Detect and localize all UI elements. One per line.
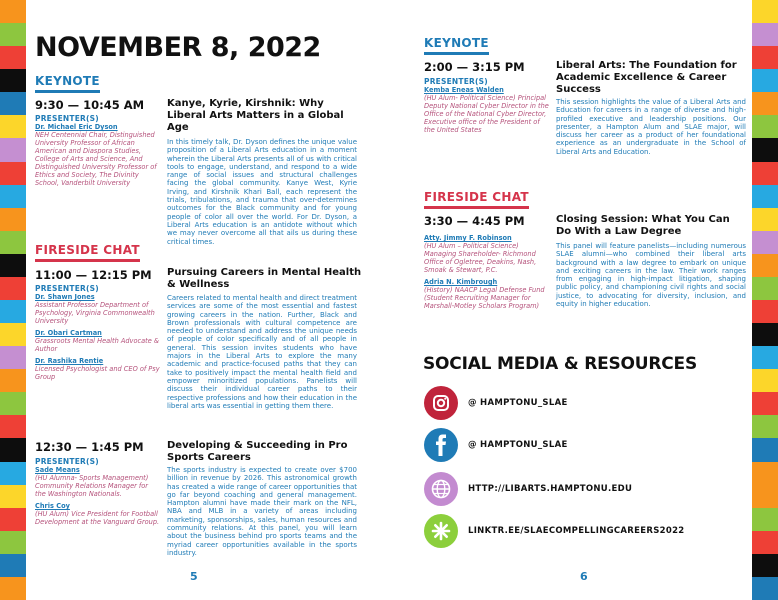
stripe-segment [752, 554, 778, 577]
social-heading: SOCIAL MEDIA & RESOURCES [423, 354, 698, 374]
stripe-segment [0, 346, 26, 369]
stripe-segment [0, 485, 26, 508]
stripe-segment [752, 254, 778, 277]
section-fireside-right: FIRESIDE CHAT [424, 190, 529, 209]
session-title: Kanye, Kyrie, Kirshnik: Why Liberal Arts Matters in a Global Age [167, 98, 344, 133]
social-label[interactable]: @ HAMPTONU_SLAE [468, 398, 568, 408]
stripe-segment [752, 231, 778, 254]
stripe-segment [752, 577, 778, 600]
stripe-segment [0, 254, 26, 277]
stripe-segment [0, 392, 26, 415]
stripe-segment [752, 300, 778, 323]
presenters-block: PRESENTER(S) Sade Means (HU Alumna- Sports Management) Community Relations Manager for the Washington Nationals. Chris Coy (HU Alum) Vice President for Football Development at the Vanguard Group. [35, 457, 160, 526]
presenter-role: (HU Alumna- Sports Management) Community Relations Manager for the Washington Nationals. [35, 474, 149, 498]
stripe-segment [0, 462, 26, 485]
stripe-segment [0, 0, 26, 23]
presenter-name[interactable]: Dr. Obari Cartman [35, 329, 102, 337]
presenter-role: Assistant Professor Department of Psychology, Virginia Commonwealth University [35, 301, 155, 325]
presenters-block: PRESENTER(S) Dr. Shawn Jones Assistant Professor Department of Psychology, Virginia Commonwealth University Dr. Obari Cartman Grassroots Mental Health Advocate & Author Dr. Rashika Rentie Licensed Psychologist and CEO of Psy Group [35, 284, 160, 381]
stripe-segment [0, 208, 26, 231]
presenter-name[interactable]: Dr. Shawn Jones [35, 293, 95, 301]
stripe-segment [752, 438, 778, 461]
stripe-segment [752, 69, 778, 92]
right-color-stripe [752, 0, 778, 600]
page-number-right: 6 [580, 570, 588, 583]
session-description: In this timely talk, Dr. Dyson defines the unique value proposition of a Liberal Arts education in a moment wherein the Liberal Arts presents all of us with critical tools to engage, understand, and respond to a wide range of social issues and structural challenges facing the global community. Kanye West, Kyrie Irving, and Kirshnik Khari Ball, each represent the trials, tribulations, and trauma that over-determines outcomes for the Black community and for young people of color all over the world. For Dr. Dyson, a Liberal Arts education is an antidote without which we may never overcome all that ails us during these critical times. [167, 138, 357, 246]
stripe-segment [0, 415, 26, 438]
stripe-segment [752, 115, 778, 138]
stripe-segment [752, 46, 778, 69]
presenter-role: NEH Centennial Chair, Distinguished University Professor of African American and Diaspora Studies, College of Arts and Science, And Distinguished University Professor of Ethics and Society, The Divinity School, Vanderbilt University [35, 131, 157, 187]
social-label[interactable]: LINKTR.EE/SLAECOMPELLINGCAREERS2022 [468, 526, 685, 536]
stripe-segment [0, 300, 26, 323]
stripe-segment [0, 92, 26, 115]
social-row-facebook[interactable] [424, 428, 568, 462]
session-title: Developing & Succeeding in Pro Sports Careers [167, 440, 348, 463]
session-time: 11:00 — 12:15 PM [35, 268, 152, 282]
stripe-segment [752, 0, 778, 23]
stripe-segment [752, 23, 778, 46]
session-time: 12:30 — 1:45 PM [35, 440, 144, 454]
stripe-segment [752, 485, 778, 508]
stripe-segment [0, 323, 26, 346]
stripe-segment [752, 508, 778, 531]
stripe-segment [752, 346, 778, 369]
stripe-segment [752, 138, 778, 161]
section-keynote-left: KEYNOTE [35, 74, 100, 93]
instagram-icon[interactable] [424, 386, 458, 420]
presenter-role: Licensed Psychologist and CEO of Psy Group [35, 365, 160, 381]
session-description: This panel will feature panelists—including numerous SLAE alumni—who combined their liberal arts background with a law degree to embark on unique and exciting careers in the law. Their work ranges from engaging in high-impact litigation, shaping public policy, and championing civil rights and social justice, to advocating for diversity, inclusion, and equity in higher education. [556, 242, 746, 309]
section-fireside-left: FIRESIDE CHAT [35, 243, 140, 262]
social-row-instagram[interactable] [424, 386, 568, 420]
session-title: Liberal Arts: The Foundation for Academic Excellence & Career Success [556, 60, 737, 95]
presenter-name[interactable]: Kemba Eneas Walden [424, 86, 504, 94]
stripe-segment [752, 185, 778, 208]
presenter-name[interactable]: Chris Coy [35, 502, 70, 510]
stripe-segment [0, 138, 26, 161]
stripe-segment [752, 462, 778, 485]
social-label[interactable]: HTTP://LIBARTS.HAMPTONU.EDU [468, 484, 633, 494]
session-description: Careers related to mental health and direct treatment services are some of the most essential and fastest growing careers in the nation. Further, Black and Brown professionals with cultural competence are needed to understand and address the unique needs of people of color specifically and of all people in general. This session invites students who have majors in the Liberal Arts to explore the many academic and practice-focused paths that they can take to positively impact the mental health field and empower minoritized populations. Panelists will discuss their individual career paths to their respective professions and how their education in the liberal arts was essential in getting them there. [167, 294, 357, 410]
stripe-segment [0, 23, 26, 46]
presenters-block: PRESENTER(S) Dr. Michael Eric Dyson NEH Centennial Chair, Distinguished University Professor of African American and Diaspora Studies, College of Arts and Science, And Distinguished University Professor of Ethics and Society, The Divinity School, Vanderbilt University [35, 115, 160, 187]
stripe-segment [0, 438, 26, 461]
stripe-segment [0, 277, 26, 300]
presenters-block [424, 234, 549, 310]
presenter-role: Grassroots Mental Health Advocate & Author [35, 337, 160, 353]
presenter-role: (HU Alum) Vice President for Football Development at the Vanguard Group. [35, 510, 160, 526]
social-row-linktree[interactable] [424, 514, 685, 548]
session-title: Closing Session: What You Can Do With a Law Degree [556, 214, 730, 237]
social-label[interactable]: @ HAMPTONU_SLAE [468, 440, 568, 450]
stripe-segment [0, 508, 26, 531]
session-time: 9:30 — 10:45 AM [35, 98, 145, 112]
facebook-icon[interactable] [424, 428, 458, 462]
left-color-stripe [0, 0, 26, 600]
presenter-name[interactable]: Dr. Michael Eric Dyson [35, 123, 118, 131]
social-row-website[interactable] [424, 472, 632, 506]
presenter-name[interactable]: Atty. Jimmy F. Robinson [424, 234, 512, 242]
stripe-segment [752, 392, 778, 415]
stripe-segment [0, 69, 26, 92]
stripe-segment [752, 162, 778, 185]
session-time: 3:30 — 4:45 PM [424, 214, 525, 228]
stripe-segment [0, 369, 26, 392]
stripe-segment [0, 231, 26, 254]
presenter-role: (HU Alum- Political Science) Principal Deputy National Cyber Director in the Office of the National Cyber Director, Executive office of the President of the United States [424, 94, 549, 134]
presenter-name[interactable]: Dr. Rashika Rentie [35, 357, 104, 365]
stripe-segment [752, 323, 778, 346]
presenters-block: PRESENTER(S) Kemba Eneas Walden (HU Alum- Political Science) Principal Deputy National Cyber Director in the Office of the National Cyber Director, Executive office of the President of the United States [424, 77, 549, 134]
session-time: 2:00 — 3:15 PM [424, 60, 525, 74]
stripe-segment [752, 277, 778, 300]
stripe-segment [0, 46, 26, 69]
stripe-segment [752, 415, 778, 438]
stripe-segment [0, 185, 26, 208]
stripe-segment [0, 531, 26, 554]
page-number-left: 5 [190, 570, 198, 583]
globe-icon[interactable] [424, 472, 458, 506]
stripe-segment [0, 554, 26, 577]
session-description: This session highlights the value of a Liberal Arts and Education for careers in a range of diverse and high-profiled executive and leadership positions. Our presenter, a Hampton Alum and SLAE major, will discuss her career as a product of her foundational experience as an undergraduate in the School of Liberal Arts and Education. [556, 98, 746, 156]
stripe-segment [0, 577, 26, 600]
event-date: NOVEMBER 8, 2022 [35, 32, 321, 63]
linktree-icon[interactable] [424, 514, 458, 548]
session-title: Pursuing Careers in Mental Health & Wellness [167, 267, 362, 290]
stripe-segment [0, 162, 26, 185]
section-keynote-right: KEYNOTE [424, 36, 489, 55]
presenter-name[interactable]: Sade Means [35, 466, 80, 474]
presenter-role: (HU Alum – Political Science) Managing Shareholder- Richmond Office of Ogletree, Deakins, Nash, Smoak & Stewart, P.C. [424, 242, 537, 274]
stripe-segment [752, 531, 778, 554]
presenter-name[interactable]: Adria N. Kimbrough [424, 278, 498, 286]
stripe-segment [752, 208, 778, 231]
presenter-role: (History) NAACP Legal Defense Fund (Student Recruiting Manager for Marshall-Motley Scholars Program) [424, 286, 545, 310]
session-description: The sports industry is expected to create over $700 billion in revenue by 2026. This astronomical growth has created a wide range of career opportunities that go far beyond coaching and general management. Hampton alumni have made their mark on the NFL, NBA and MLB in a variety of areas including marketing, sponsorships, sales, human resources and community relations. At this panel, you will learn about the business behind pro sports teams and the myriad career opportunities available in the sports industry. [167, 466, 357, 557]
stripe-segment [752, 92, 778, 115]
stripe-segment [752, 369, 778, 392]
stripe-segment [0, 115, 26, 138]
